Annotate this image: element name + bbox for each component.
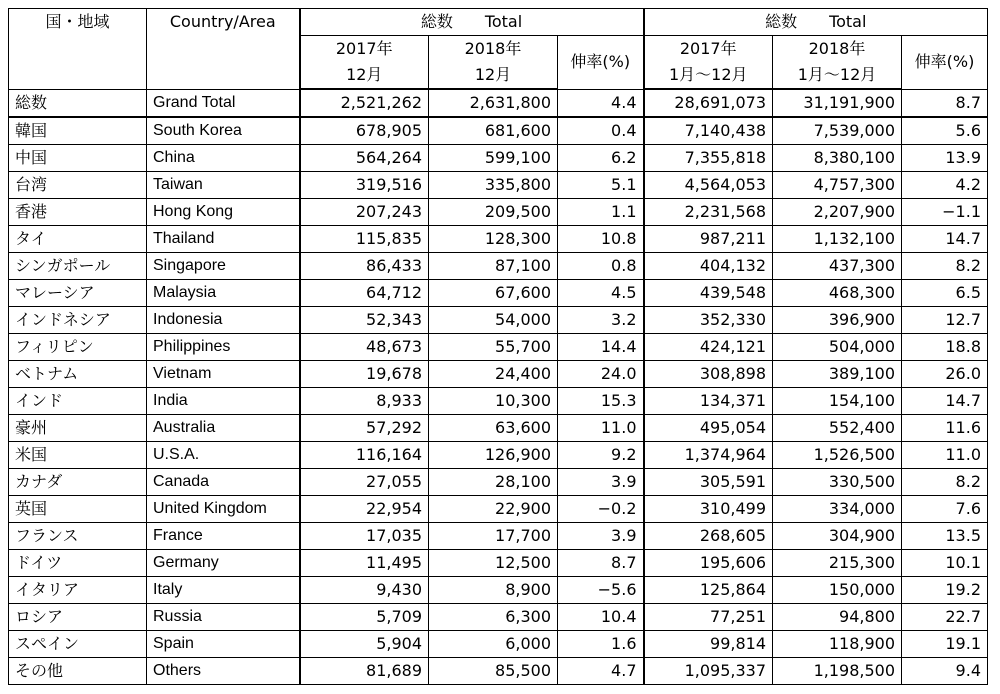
cell-2017-annual: 7,140,438 xyxy=(644,117,773,145)
cell-2018-dec: 55,700 xyxy=(429,334,558,361)
table-row xyxy=(9,577,988,604)
country-name-en: Others xyxy=(147,658,300,685)
cell-2017-annual: 308,898 xyxy=(644,361,773,388)
cell-2017-dec: 17,035 xyxy=(300,523,429,550)
cell-2018-annual: 150,000 xyxy=(773,577,902,604)
cell-monthly-rate: 4.7 xyxy=(558,658,644,685)
country-name-en: Vietnam xyxy=(147,361,300,388)
country-name-en: Canada xyxy=(147,469,300,496)
country-name-en: Malaysia xyxy=(147,280,300,307)
cell-2018-annual: 118,900 xyxy=(773,631,902,658)
cell-2017-annual: 404,132 xyxy=(644,253,773,280)
cell-annual-rate: 6.5 xyxy=(902,280,988,307)
header-group-monthly: 総数 Total xyxy=(300,9,644,36)
cell-monthly-rate: 3.9 xyxy=(558,469,644,496)
cell-2017-dec: 19,678 xyxy=(300,361,429,388)
cell-2017-annual: 310,499 xyxy=(644,496,773,523)
table-row xyxy=(9,199,988,226)
cell-annual-rate: 19.1 xyxy=(902,631,988,658)
cell-2018-annual: 552,400 xyxy=(773,415,902,442)
cell-annual-rate: 9.4 xyxy=(902,658,988,685)
cell-monthly-rate: 8.7 xyxy=(558,550,644,577)
cell-2018-annual: 1,526,500 xyxy=(773,442,902,469)
cell-2017-dec: 116,164 xyxy=(300,442,429,469)
table-row xyxy=(9,307,988,334)
cell-annual-rate: 11.6 xyxy=(902,415,988,442)
cell-2017-annual: 352,330 xyxy=(644,307,773,334)
cell-monthly-rate: 10.4 xyxy=(558,604,644,631)
cell-2017-dec: 22,954 xyxy=(300,496,429,523)
country-name-en: Taiwan xyxy=(147,172,300,199)
cell-annual-rate: 4.2 xyxy=(902,172,988,199)
cell-2017-dec: 64,712 xyxy=(300,280,429,307)
country-name-jp: インド xyxy=(9,388,147,415)
cell-2017-dec: 207,243 xyxy=(300,199,429,226)
table-row xyxy=(9,496,988,523)
cell-2017-annual: 987,211 xyxy=(644,226,773,253)
country-name-en: Germany xyxy=(147,550,300,577)
header-2017-annual-year: 2017年 xyxy=(644,36,773,63)
cell-2018-annual: 7,539,000 xyxy=(773,117,902,145)
table-row xyxy=(9,550,988,577)
cell-2018-dec: 17,700 xyxy=(429,523,558,550)
header-country-jp: 国・地域 xyxy=(9,9,147,90)
cell-2017-annual: 134,371 xyxy=(644,388,773,415)
cell-annual-rate: 10.1 xyxy=(902,550,988,577)
cell-monthly-rate: 9.2 xyxy=(558,442,644,469)
country-name-en: Italy xyxy=(147,577,300,604)
cell-2017-dec: 5,709 xyxy=(300,604,429,631)
cell-annual-rate: 22.7 xyxy=(902,604,988,631)
cell-2018-dec: 335,800 xyxy=(429,172,558,199)
cell-2018-dec: 681,600 xyxy=(429,117,558,145)
cell-2017-annual: 99,814 xyxy=(644,631,773,658)
cell-2018-dec: 22,900 xyxy=(429,496,558,523)
cell-monthly-rate: 3.2 xyxy=(558,307,644,334)
country-name-en: Philippines xyxy=(147,334,300,361)
cell-annual-rate: 7.6 xyxy=(902,496,988,523)
table-row xyxy=(9,523,988,550)
cell-2017-annual: 77,251 xyxy=(644,604,773,631)
country-name-en: India xyxy=(147,388,300,415)
country-name-jp: カナダ xyxy=(9,469,147,496)
cell-2018-annual: 94,800 xyxy=(773,604,902,631)
cell-annual-rate: 19.2 xyxy=(902,577,988,604)
country-name-jp: シンガポール xyxy=(9,253,147,280)
header-2018-dec-year: 2018年 xyxy=(429,36,558,63)
cell-annual-rate: 11.0 xyxy=(902,442,988,469)
cell-annual-rate: −1.1 xyxy=(902,199,988,226)
cell-2018-dec: 67,600 xyxy=(429,280,558,307)
cell-monthly-rate: 1.1 xyxy=(558,199,644,226)
table-row xyxy=(9,280,988,307)
cell-2017-annual: 495,054 xyxy=(644,415,773,442)
cell-2017-annual: 1,374,964 xyxy=(644,442,773,469)
cell-annual-rate: 13.5 xyxy=(902,523,988,550)
cell-2017-dec: 27,055 xyxy=(300,469,429,496)
cell-annual-rate: 12.7 xyxy=(902,307,988,334)
cell-annual-rate: 8.7 xyxy=(902,89,988,117)
cell-2018-dec: 87,100 xyxy=(429,253,558,280)
cell-annual-rate: 14.7 xyxy=(902,388,988,415)
cell-2018-dec: 63,600 xyxy=(429,415,558,442)
cell-annual-rate: 26.0 xyxy=(902,361,988,388)
cell-2018-dec: 209,500 xyxy=(429,199,558,226)
cell-2017-annual: 305,591 xyxy=(644,469,773,496)
cell-2018-annual: 215,300 xyxy=(773,550,902,577)
country-name-jp: 香港 xyxy=(9,199,147,226)
cell-2017-annual: 439,548 xyxy=(644,280,773,307)
cell-2018-annual: 1,198,500 xyxy=(773,658,902,685)
table-row xyxy=(9,631,988,658)
cell-monthly-rate: −0.2 xyxy=(558,496,644,523)
table-row xyxy=(9,442,988,469)
cell-monthly-rate: 5.1 xyxy=(558,172,644,199)
table-row xyxy=(9,172,988,199)
cell-2018-annual: 4,757,300 xyxy=(773,172,902,199)
country-name-en: Russia xyxy=(147,604,300,631)
country-name-en: South Korea xyxy=(147,117,300,145)
table-row xyxy=(9,658,988,685)
table-row xyxy=(9,117,988,145)
cell-2017-dec: 2,521,262 xyxy=(300,89,429,117)
country-name-jp: ベトナム xyxy=(9,361,147,388)
cell-2018-dec: 10,300 xyxy=(429,388,558,415)
country-name-jp: スペイン xyxy=(9,631,147,658)
table-row xyxy=(9,415,988,442)
cell-2017-annual: 28,691,073 xyxy=(644,89,773,117)
cell-2017-dec: 319,516 xyxy=(300,172,429,199)
cell-monthly-rate: 14.4 xyxy=(558,334,644,361)
header-group-annual: 総数 Total xyxy=(644,9,988,36)
cell-monthly-rate: 1.6 xyxy=(558,631,644,658)
cell-monthly-rate: 15.3 xyxy=(558,388,644,415)
cell-2017-dec: 678,905 xyxy=(300,117,429,145)
table-row xyxy=(9,226,988,253)
header-2018-annual-year: 2018年 xyxy=(773,36,902,63)
cell-2017-dec: 9,430 xyxy=(300,577,429,604)
cell-2017-annual: 424,121 xyxy=(644,334,773,361)
table-row xyxy=(9,334,988,361)
cell-monthly-rate: 10.8 xyxy=(558,226,644,253)
cell-monthly-rate: 11.0 xyxy=(558,415,644,442)
cell-annual-rate: 8.2 xyxy=(902,253,988,280)
table-row xyxy=(9,388,988,415)
table-row xyxy=(9,145,988,172)
cell-2017-annual: 1,095,337 xyxy=(644,658,773,685)
cell-monthly-rate: 0.8 xyxy=(558,253,644,280)
country-name-jp: マレーシア xyxy=(9,280,147,307)
header-monthly-rate: 伸率(%) xyxy=(558,36,644,90)
header-country-en: Country/Area xyxy=(147,9,300,90)
cell-monthly-rate: 0.4 xyxy=(558,117,644,145)
cell-2018-annual: 330,500 xyxy=(773,469,902,496)
table-row xyxy=(9,604,988,631)
country-name-jp: タイ xyxy=(9,226,147,253)
cell-2018-dec: 599,100 xyxy=(429,145,558,172)
cell-2017-dec: 115,835 xyxy=(300,226,429,253)
cell-monthly-rate: 4.4 xyxy=(558,89,644,117)
cell-2018-dec: 8,900 xyxy=(429,577,558,604)
country-name-en: Grand Total xyxy=(147,89,300,117)
cell-2017-dec: 8,933 xyxy=(300,388,429,415)
cell-2018-annual: 2,207,900 xyxy=(773,199,902,226)
cell-2018-annual: 334,000 xyxy=(773,496,902,523)
country-name-en: Thailand xyxy=(147,226,300,253)
country-name-en: China xyxy=(147,145,300,172)
cell-annual-rate: 5.6 xyxy=(902,117,988,145)
cell-2018-annual: 504,000 xyxy=(773,334,902,361)
country-name-jp: 英国 xyxy=(9,496,147,523)
cell-2017-dec: 11,495 xyxy=(300,550,429,577)
cell-annual-rate: 14.7 xyxy=(902,226,988,253)
table-row-total xyxy=(9,89,988,117)
cell-monthly-rate: −5.6 xyxy=(558,577,644,604)
cell-2018-annual: 389,100 xyxy=(773,361,902,388)
cell-2018-annual: 396,900 xyxy=(773,307,902,334)
cell-monthly-rate: 6.2 xyxy=(558,145,644,172)
cell-2017-annual: 125,864 xyxy=(644,577,773,604)
table-body xyxy=(9,89,988,685)
visitor-statistics-table xyxy=(8,8,988,685)
country-name-jp: 台湾 xyxy=(9,172,147,199)
header-2018-dec-month: 12月 xyxy=(429,62,558,89)
cell-2017-dec: 81,689 xyxy=(300,658,429,685)
country-name-en: Singapore xyxy=(147,253,300,280)
cell-2017-dec: 48,673 xyxy=(300,334,429,361)
country-name-en: Indonesia xyxy=(147,307,300,334)
country-name-jp: 中国 xyxy=(9,145,147,172)
country-name-jp: 豪州 xyxy=(9,415,147,442)
cell-2017-dec: 57,292 xyxy=(300,415,429,442)
cell-2018-annual: 154,100 xyxy=(773,388,902,415)
table-row xyxy=(9,253,988,280)
country-name-en: Hong Kong xyxy=(147,199,300,226)
cell-2018-dec: 6,000 xyxy=(429,631,558,658)
country-name-en: United Kingdom xyxy=(147,496,300,523)
table-row xyxy=(9,361,988,388)
cell-2018-dec: 2,631,800 xyxy=(429,89,558,117)
cell-2017-annual: 7,355,818 xyxy=(644,145,773,172)
country-name-jp: ロシア xyxy=(9,604,147,631)
cell-2017-annual: 2,231,568 xyxy=(644,199,773,226)
cell-2018-dec: 12,500 xyxy=(429,550,558,577)
header-annual-rate: 伸率(%) xyxy=(902,36,988,90)
cell-2018-dec: 128,300 xyxy=(429,226,558,253)
cell-2018-annual: 1,132,100 xyxy=(773,226,902,253)
header-2017-dec-month: 12月 xyxy=(300,62,429,89)
cell-annual-rate: 8.2 xyxy=(902,469,988,496)
country-name-en: Australia xyxy=(147,415,300,442)
cell-2017-annual: 195,606 xyxy=(644,550,773,577)
cell-2017-dec: 52,343 xyxy=(300,307,429,334)
country-name-en: France xyxy=(147,523,300,550)
country-name-jp: 韓国 xyxy=(9,117,147,145)
cell-2017-annual: 4,564,053 xyxy=(644,172,773,199)
country-name-jp: 米国 xyxy=(9,442,147,469)
cell-monthly-rate: 3.9 xyxy=(558,523,644,550)
table-row xyxy=(9,469,988,496)
cell-2018-dec: 54,000 xyxy=(429,307,558,334)
country-name-jp: フィリピン xyxy=(9,334,147,361)
cell-2018-annual: 437,300 xyxy=(773,253,902,280)
cell-2018-dec: 126,900 xyxy=(429,442,558,469)
cell-2017-annual: 268,605 xyxy=(644,523,773,550)
cell-2018-dec: 28,100 xyxy=(429,469,558,496)
cell-2018-annual: 468,300 xyxy=(773,280,902,307)
country-name-jp: その他 xyxy=(9,658,147,685)
header-2017-dec-year: 2017年 xyxy=(300,36,429,63)
cell-2018-dec: 85,500 xyxy=(429,658,558,685)
cell-2018-dec: 24,400 xyxy=(429,361,558,388)
cell-2017-dec: 86,433 xyxy=(300,253,429,280)
cell-monthly-rate: 24.0 xyxy=(558,361,644,388)
country-name-jp: ドイツ xyxy=(9,550,147,577)
header-2017-annual-range: 1月～12月 xyxy=(644,62,773,89)
cell-2018-annual: 8,380,100 xyxy=(773,145,902,172)
country-name-jp: 総数 xyxy=(9,89,147,117)
country-name-en: Spain xyxy=(147,631,300,658)
country-name-en: U.S.A. xyxy=(147,442,300,469)
cell-2017-dec: 564,264 xyxy=(300,145,429,172)
country-name-jp: イタリア xyxy=(9,577,147,604)
table-header xyxy=(9,9,988,90)
country-name-jp: フランス xyxy=(9,523,147,550)
header-2018-annual-range: 1月～12月 xyxy=(773,62,902,89)
cell-annual-rate: 13.9 xyxy=(902,145,988,172)
cell-monthly-rate: 4.5 xyxy=(558,280,644,307)
cell-annual-rate: 18.8 xyxy=(902,334,988,361)
cell-2018-annual: 304,900 xyxy=(773,523,902,550)
country-name-jp: インドネシア xyxy=(9,307,147,334)
cell-2018-annual: 31,191,900 xyxy=(773,89,902,117)
cell-2018-dec: 6,300 xyxy=(429,604,558,631)
cell-2017-dec: 5,904 xyxy=(300,631,429,658)
